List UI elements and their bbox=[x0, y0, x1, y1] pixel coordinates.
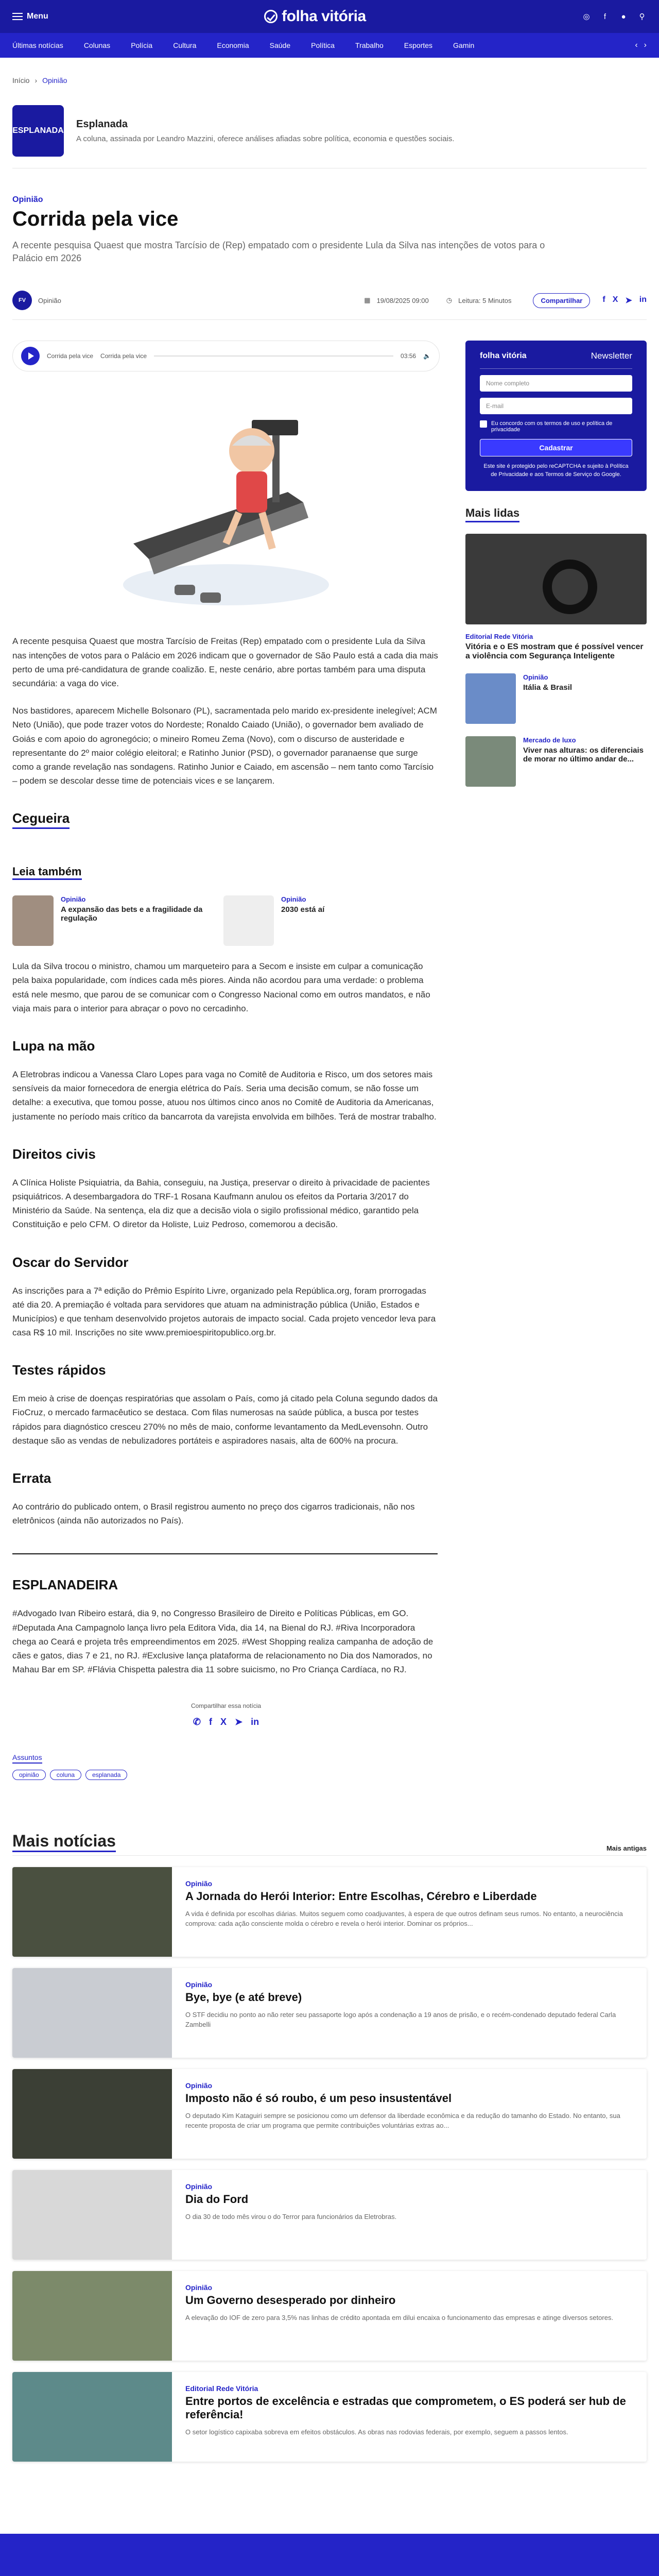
news-card-tag: Opinião bbox=[185, 2283, 213, 2292]
most-read-thumb bbox=[465, 736, 516, 787]
news-card-tag: Editorial Rede Vitória bbox=[185, 2384, 258, 2393]
article-illustration bbox=[97, 389, 355, 621]
most-read-item[interactable] bbox=[465, 736, 647, 787]
page-title: Corrida pela vice bbox=[12, 208, 179, 230]
news-card-image bbox=[12, 2170, 172, 2260]
telegram-share-icon[interactable]: ➤ bbox=[235, 1717, 243, 1727]
article-paragraph: Ao contrário do publicado ontem, o Brasil registrou aumento no preço dos cigarros tradicionais, não nos eletrônicos (ainda não autorizados no País). bbox=[12, 1502, 415, 1526]
most-read-heading: Mais lidas bbox=[465, 506, 519, 522]
most-read-image bbox=[465, 534, 647, 624]
email-field[interactable]: E-mail bbox=[480, 398, 632, 414]
nav-item-gaming[interactable]: Gamin bbox=[453, 41, 475, 49]
news-card-excerpt: A vida é definida por escolhas diárias. Muitos seguem como coadjuvantes, à espera de que outros definam seus rumos. No entanto, a neurociência comprova: cada ação consciente molda o cérebro e revela o herói interior. Dominar os próprios... bbox=[185, 1910, 623, 1927]
facebook-icon[interactable]: f bbox=[603, 12, 606, 21]
audio-player bbox=[12, 341, 440, 371]
nav-item-politica[interactable]: Política bbox=[311, 41, 335, 49]
related-title: 2030 está aí bbox=[281, 905, 325, 914]
newsletter-title: Newsletter bbox=[591, 351, 632, 361]
subject-chip[interactable]: esplanada bbox=[85, 1770, 127, 1780]
article-paragraph: Em meio à crise de doenças respiratórias que assolam o País, como já citado pela Coluna segundo dados da FioCruz, o mercado farmacêutico se destaca. Com filas numerosas na saúde pública, a busca por testes rápidos para diagnóstico cresceu 270% no mês de maio, conforme levantamento da MedLevensohn. Outro destaque são as vendas de nebulizadores portáteis e aspiradores nasais, alta de 600% na procura. bbox=[12, 1394, 438, 1446]
volume-icon[interactable]: 🔈 bbox=[423, 352, 431, 360]
subject-chip[interactable]: opinião bbox=[12, 1770, 46, 1780]
see-older-link[interactable]: Mais antigas bbox=[606, 1844, 647, 1853]
most-read-title: Vitória e o ES mostram que é possível vencer a violência com Segurança Inteligente bbox=[465, 642, 644, 661]
breadcrumb-current[interactable]: Opinião bbox=[42, 76, 67, 84]
site-logo[interactable] bbox=[264, 8, 366, 25]
related-item[interactable] bbox=[12, 895, 208, 946]
news-card[interactable] bbox=[12, 1867, 647, 1957]
whatsapp-share-icon[interactable]: ✆ bbox=[193, 1717, 201, 1727]
most-read-title: Itália & Brasil bbox=[523, 683, 573, 692]
x-share-icon[interactable]: X bbox=[220, 1717, 227, 1727]
author-name: Opinião bbox=[38, 296, 61, 304]
columnist-logo[interactable]: ESPLANADA bbox=[12, 105, 64, 157]
article-meta bbox=[12, 291, 647, 320]
most-read-title: Viver nas alturas: os diferenciais de morar no último andar de... bbox=[523, 746, 644, 764]
linkedin-share-icon[interactable]: in bbox=[251, 1717, 259, 1727]
article-section[interactable]: Opinião bbox=[12, 195, 43, 204]
share-bottom-label: Compartilhar essa notícia bbox=[190, 1702, 262, 1710]
breadcrumb bbox=[0, 58, 659, 84]
nav-item-saude[interactable]: Saúde bbox=[269, 41, 291, 49]
telegram-share-icon[interactable]: ➤ bbox=[625, 296, 632, 306]
linkedin-share-icon[interactable]: in bbox=[639, 295, 647, 304]
article-paragraph: Lula da Silva trocou o ministro, chamou um marqueteiro para a Secom e insiste em culpar a comunicação pela baixa popularidade, com índices cada mês piores. Ainda não acordou para uma verdade: o problema está nele mesmo, que parou de se comunicar com o Congresso Nacional como em outros mandatos, e não viaja mais para o interior para abraçar o povo no cercadinho. bbox=[12, 961, 430, 1013]
columnist-description: A coluna, assinada por Leandro Mazzini, oferece análises afiadas sobre política, economia e questões sociais. bbox=[76, 134, 455, 143]
section-heading-cegueira: Cegueira bbox=[12, 810, 70, 829]
recaptcha-note: Este site é protegido pelo reCAPTCHA e sujeito à Política de Privacidade e aos Termos de Serviço do Google. bbox=[483, 463, 629, 478]
news-card-title: Bye, bye (e até breve) bbox=[185, 1991, 302, 2004]
section-heading: Direitos civis bbox=[12, 1146, 96, 1162]
logo-text: folha vitória bbox=[282, 8, 366, 25]
menu-label: Menu bbox=[27, 12, 48, 21]
instagram-icon[interactable]: ◎ bbox=[583, 12, 590, 21]
news-card[interactable] bbox=[12, 2372, 647, 2462]
article-body bbox=[12, 341, 440, 1727]
section-heading: Errata bbox=[12, 1470, 51, 1486]
more-news bbox=[0, 1780, 659, 2462]
columnist-name[interactable]: Esplanada bbox=[76, 118, 128, 130]
news-card-title: A Jornada do Herói Interior: Entre Escolhas, Cérebro e Liberdade bbox=[185, 1890, 537, 1903]
most-read-tag: Mercado de luxo bbox=[523, 736, 576, 744]
play-icon[interactable] bbox=[21, 347, 40, 365]
section-heading: Lupa na mão bbox=[12, 1038, 95, 1054]
nav-item-trabalho[interactable]: Trabalho bbox=[355, 41, 384, 49]
nav-item-policia[interactable]: Polícia bbox=[131, 41, 153, 49]
news-card-excerpt: O deputado Kim Kataguiri sempre se posicionou como um defensor da liberdade econômica e da redução do tamanho do Estado. No entanto, sua recente proposta de criar um programa que permite contribuições voluntárias extras ao... bbox=[185, 2112, 620, 2129]
news-card-excerpt: A elevação do IOF de zero para 3,5% nas linhas de crédito apontada em dilui encaixa o funcionamento das empresas e atinge diversos setores. bbox=[185, 2314, 614, 2322]
divider bbox=[12, 1553, 438, 1554]
x-share-icon[interactable]: X bbox=[612, 295, 618, 304]
news-card[interactable] bbox=[12, 2069, 647, 2159]
article-paragraph: As inscrições para a 7ª edição do Prêmio Espírito Livre, organizado pela República.org, foram prorrogadas até dia 20. A premiação é voltada para servidores que atuam na administração pública (União, Estados e Municípios) e que tenham desenvolvido projetos autorais de impacto social. Cada projeto vencedor leva para casa R$ 10 mil. Inscrições no site www.premioespiritopublico.org.br. bbox=[12, 1285, 436, 1338]
news-card-excerpt: O dia 30 de todo mês virou o do Terror para funcionários da Eletrobras. bbox=[185, 2213, 397, 2221]
nav-item-economia[interactable]: Economia bbox=[217, 41, 249, 49]
news-card-title: Um Governo desesperado por dinheiro bbox=[185, 2294, 396, 2307]
news-card[interactable] bbox=[12, 1968, 647, 2058]
related-tag: Opinião bbox=[281, 895, 306, 904]
related-heading: Leia também bbox=[12, 865, 82, 880]
nav-item-ultimas[interactable]: Últimas notícias bbox=[12, 41, 63, 49]
nav-next-icon[interactable]: › bbox=[644, 41, 647, 49]
nav-item-colunas[interactable]: Colunas bbox=[83, 41, 111, 49]
menu-button[interactable] bbox=[12, 12, 48, 21]
nav-item-esportes[interactable]: Esportes bbox=[404, 41, 433, 49]
related-tag: Opinião bbox=[60, 895, 86, 904]
hamburger-icon bbox=[12, 13, 23, 20]
share-bottom bbox=[12, 1702, 440, 1727]
newsletter-logo: folha vitória bbox=[480, 351, 527, 361]
esplanadeira-text: #Advogado Ivan Ribeiro estará, dia 9, no Congresso Brasileiro de Direito e Políticas Públicas, em GO. #Deputada Ana Campagnolo lança livro pela Editora Vida, dia 14, na Bienal do RJ. #Riva Incorporadora chega ao Ceará e projeta três empreendimentos em 2025. #West Shopping realiza campanha de adoção de cães e gatos, dias 7 e 21, no RJ. #Exclusive lança plataforma de relacionamento no Dia dos Namorados, no Mahau Bar em SP. #Flávia Chispetta palestra dia 11 sobre suicismo, no Pro Criança Cardíaca, no RJ. bbox=[12, 1608, 433, 1675]
most-read-tag: Opinião bbox=[523, 673, 548, 682]
most-read-thumb bbox=[465, 673, 516, 724]
article-subtitle: A recente pesquisa Quaest que mostra Tarcísio de (Rep) empatado com o presidente Lula da Silva nas intenções de votos para o Palácio em 2026 bbox=[12, 240, 545, 264]
article-paragraph: A recente pesquisa Quaest que mostra Tarcísio de Freitas (Rep) empatado com o presidente Lula da Silva nas intenções de votos para o Palácio em 2026 indicam que o governador de São Paulo está a cada dia mais perto de uma pré-candidatura de grande coalizão. E, neste cenário, abre portas também para uma disputa secundária: a vaga do vice. bbox=[12, 636, 438, 688]
consent-label: Eu concordo com os termos de uso e política de privacidade bbox=[491, 420, 613, 433]
related-thumb bbox=[12, 895, 54, 946]
news-card-tag: Opinião bbox=[185, 1980, 213, 1989]
subjects-label: Assuntos bbox=[12, 1753, 42, 1764]
name-field[interactable]: Nome completo bbox=[480, 375, 632, 392]
clock-icon: ◷ bbox=[446, 296, 453, 304]
logo-check-icon bbox=[264, 10, 278, 23]
news-card-title: Imposto não é só roubo, é um peso insustentável bbox=[185, 2092, 452, 2105]
avatar: FV bbox=[12, 291, 32, 310]
related-item[interactable] bbox=[223, 895, 419, 946]
sidebar bbox=[465, 341, 647, 1727]
news-card-image bbox=[12, 1968, 172, 2058]
news-card-tag: Opinião bbox=[185, 2182, 213, 2191]
most-read bbox=[465, 506, 647, 787]
news-card-tag: Opinião bbox=[185, 1879, 213, 1888]
related-articles bbox=[12, 865, 440, 946]
calendar-icon: ▦ bbox=[364, 296, 371, 304]
top-bar bbox=[0, 0, 659, 33]
share-button[interactable]: Compartilhar bbox=[533, 293, 590, 308]
read-time: Leitura: 5 Minutos bbox=[458, 296, 512, 304]
audio-time: 03:56 bbox=[401, 352, 417, 360]
newsletter-box bbox=[465, 341, 647, 491]
news-card-image bbox=[12, 2271, 172, 2361]
most-read-tag: Editorial Rede Vitória bbox=[465, 633, 533, 641]
article-paragraph: Nos bastidores, aparecem Michelle Bolsonaro (PL), sacramentada pelo marido ex-presidente inelegível; ACM Neto (União), que pode trazer votos do Nordeste; Ronaldo Caiado (União), o governador bem avaliado de Goiás e com apoio do agronegócio; o mineiro Romeu Zema (Novo), com o discurso de austeridade e representante do 2º maior colégio eleitoral; e Ratinho Junior (PSD), o governador paranaense que surge como a grande revelação nas sondagens. Ratinho Junior e Caiado, em ascensão – nem tanto como Tarcísio – podem se descolar desse time de potenciais vices e se lançarem. bbox=[12, 706, 437, 786]
related-title: A expansão das bets e a fragilidade da regulação bbox=[60, 905, 203, 923]
article-paragraph: A Eletrobras indicou a Vanessa Claro Lopes para vaga no Comitê de Auditoria e Risco, um dos setores mais sensíveis da maior fornecedora de energia elétrica do País. Seria uma decisão comum, se não fosse um detalhe: a executiva, que tomou posse, atuou nos últimos cinco anos no Comitê de Auditoria da Americanas, justamente no período mais crítico da bancarrota da varejista envolvida em bilhões. Terá de mostrar trabalho. bbox=[12, 1070, 437, 1122]
news-card-image bbox=[12, 1867, 172, 1957]
news-card[interactable] bbox=[12, 2271, 647, 2361]
news-card-excerpt: O setor logístico capixaba sobreva em efeitos obstáculos. As obras nas rodovias federais, por exemplo, seguem a passos lentos. bbox=[185, 2428, 568, 2436]
search-icon[interactable]: ⚲ bbox=[639, 12, 645, 21]
newsletter-submit-button[interactable]: Cadastrar bbox=[480, 439, 632, 456]
audio-label: Corrida pela vice bbox=[47, 352, 94, 360]
audio-progress[interactable] bbox=[154, 355, 393, 357]
esplanadeira-heading: ESPLANADEIRA bbox=[12, 1577, 118, 1593]
most-read-item[interactable] bbox=[465, 673, 647, 724]
nav-item-cultura[interactable]: Cultura bbox=[173, 41, 197, 49]
publish-date: 19/08/2025 09:00 bbox=[376, 296, 429, 304]
subject-chip[interactable]: coluna bbox=[50, 1770, 81, 1780]
main-nav bbox=[0, 33, 659, 58]
consent-checkbox[interactable] bbox=[480, 420, 487, 428]
section-heading: Testes rápidos bbox=[12, 1362, 106, 1378]
news-card-title: Entre portos de excelência e estradas que comprometem, o ES poderá ser hub de referência! bbox=[185, 2395, 626, 2421]
news-card-excerpt: O STF decidiu no ponto ao não reter seu passaporte logo após a condenação a 19 anos de prisão, e o recém-condenado deputado federal Carla Zambelli bbox=[185, 2011, 616, 2028]
more-news-heading: Mais notícias bbox=[12, 1832, 116, 1852]
related-thumb bbox=[223, 895, 274, 946]
nav-prev-icon[interactable]: ‹ bbox=[635, 41, 638, 49]
news-card-image bbox=[12, 2372, 172, 2462]
news-card-image bbox=[12, 2069, 172, 2159]
columnist-banner bbox=[12, 105, 647, 168]
section-heading: Oscar do Servidor bbox=[12, 1254, 129, 1270]
user-icon[interactable]: ● bbox=[621, 12, 626, 21]
news-card-title: Dia do Ford bbox=[185, 2193, 249, 2206]
facebook-share-icon[interactable]: f bbox=[209, 1717, 212, 1727]
news-card-tag: Opinião bbox=[185, 2081, 213, 2090]
breadcrumb-separator-icon: › bbox=[34, 76, 38, 84]
article-paragraph: A Clínica Holiste Psiquiatria, da Bahia, conseguiu, na Justiça, preservar o direito à privacidade de pacientes psiquiátricos. A desembargadora do TRF-1 Rosana Kaufmann anulou os efeitos da Portaria 3/2017 do Ministério da Saúde. Na sentença, ela diz que a decisão viola o sigilo profissional médico, garantido pela Constituição e pelo CFM. O diretor da Holiste, Luiz Pedroso, comemorou a decisão. bbox=[12, 1177, 430, 1230]
facebook-share-icon[interactable]: f bbox=[602, 295, 605, 304]
audio-label-2: Corrida pela vice bbox=[100, 352, 147, 360]
footer bbox=[0, 2534, 659, 2576]
breadcrumb-home[interactable]: Início bbox=[12, 76, 30, 84]
news-card[interactable] bbox=[12, 2170, 647, 2260]
most-read-feature[interactable] bbox=[465, 534, 647, 661]
subjects bbox=[0, 1727, 659, 1780]
